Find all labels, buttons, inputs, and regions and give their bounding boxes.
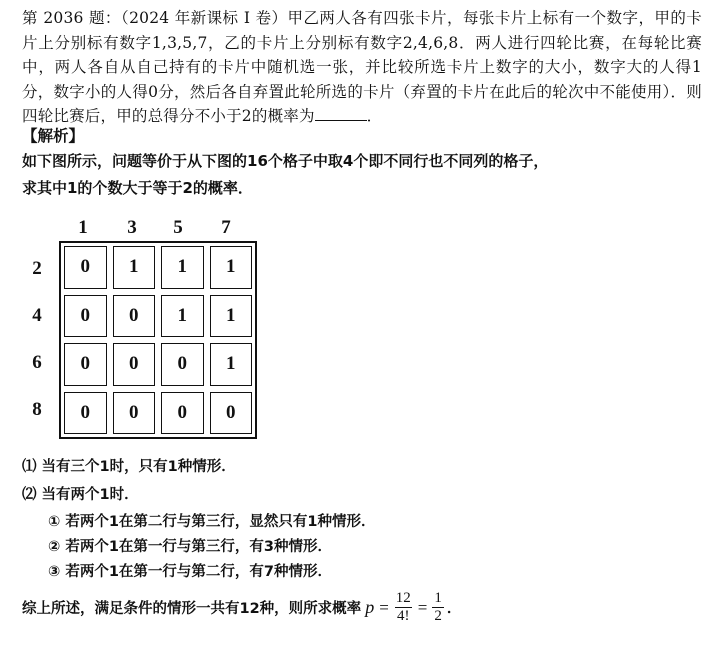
conclusion-text: 综上所述，满足条件的情形一共有12种，则所求概率 — [22, 601, 362, 617]
subcase-1: ① 若两个1在第二行与第三行，显然只有1种情形． — [48, 514, 376, 530]
fraction-12-over-4-factorial — [394, 590, 413, 625]
answer-blank — [315, 106, 367, 121]
fraction-one-half — [432, 590, 444, 625]
intro-line-1: 如下图所示，问题等价于从下图的16个格子中取4个即不同行也不同列的格子， — [22, 152, 549, 170]
row-label: 4 — [32, 305, 42, 326]
fraction-numerator: 1 — [434, 590, 442, 606]
col-label: 5 — [173, 217, 183, 238]
col-label: 7 — [221, 217, 231, 238]
probability-variable: p — [365, 597, 375, 617]
fraction-denominator: 4! — [397, 608, 410, 624]
card-comparison-grid — [59, 241, 257, 439]
analysis-heading: 【解析】 — [22, 126, 85, 145]
col-label: 1 — [78, 217, 88, 238]
grid-cell: 0 — [161, 392, 204, 435]
grid-cell: 1 — [210, 295, 253, 338]
row-label: 8 — [32, 399, 42, 420]
grid-cell: 1 — [113, 246, 156, 289]
grid-cell: 0 — [64, 295, 107, 338]
grid-cell: 0 — [64, 392, 107, 435]
equals-sign: = — [379, 597, 389, 617]
row-label: 6 — [32, 352, 42, 373]
row-label: 2 — [32, 258, 42, 279]
grid-cell: 0 — [113, 392, 156, 435]
grid-cell: 1 — [210, 343, 253, 386]
intro-line-2: 求其中1的个数大于等于2的概率． — [22, 179, 253, 197]
grid-cell: 0 — [113, 295, 156, 338]
grid-cell: 0 — [64, 343, 107, 386]
grid-cell: 0 — [64, 246, 107, 289]
grid-cell: 0 — [161, 343, 204, 386]
subcase-2: ② 若两个1在第一行与第三行，有3种情形． — [48, 539, 333, 555]
grid-cell: 0 — [113, 343, 156, 386]
grid-cell: 0 — [210, 392, 253, 435]
subcase-3: ③ 若两个1在第一行与第二行，有7种情形． — [48, 564, 333, 580]
fraction-denominator: 2 — [434, 608, 442, 624]
grid-cell: 1 — [210, 246, 253, 289]
conclusion-end: ． — [446, 601, 462, 617]
problem-end: ． — [366, 107, 383, 125]
conclusion — [22, 590, 461, 625]
case-2: ⑵ 当有两个1时． — [22, 487, 139, 503]
col-label: 3 — [127, 217, 137, 238]
problem-text: 第 2036 题：（2024 年新课标 I 卷）甲乙两人各有四张卡片，每张卡片上标有一个数字，甲的卡片上分别标有数字1,3,5,7，乙的卡片上分别标有数字2,4,6,8．两人进行四轮比赛，在每轮比赛中，两人各自从自己持有的卡片中随机选一张，并比较所选卡片上数字的大小，数字大的人得1分，数字小的人得0分，然后各自弃置此轮所选的卡片（弃置的卡片在此后的轮次中不能使用）．则四轮比赛后，甲的总得分不小于2的概率为 — [22, 9, 702, 125]
equals-sign: = — [417, 597, 428, 617]
problem-statement — [22, 6, 702, 129]
fraction-numerator: 12 — [395, 590, 411, 606]
case-1: ⑴ 当有三个1时，只有1种情形． — [22, 459, 236, 475]
grid-cell: 1 — [161, 246, 204, 289]
grid-cell: 1 — [161, 295, 204, 338]
